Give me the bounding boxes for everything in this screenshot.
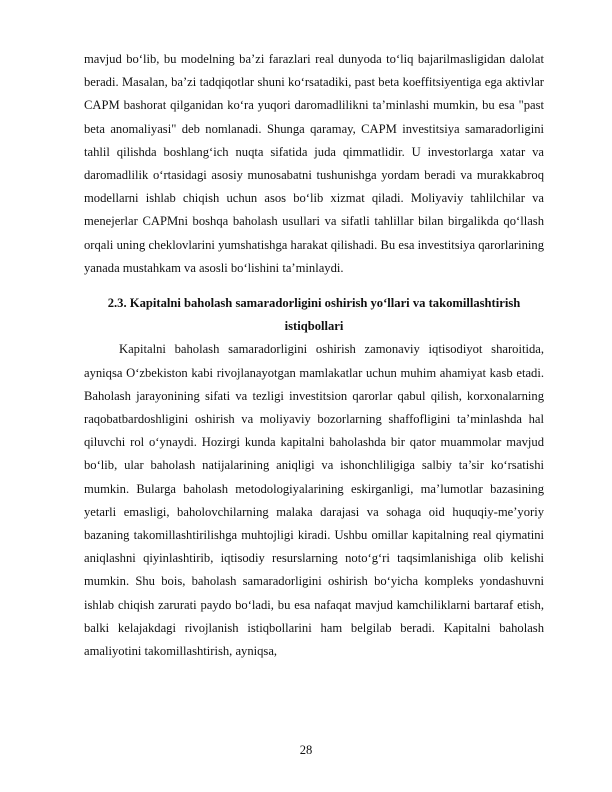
page-number: 28 [299, 743, 313, 757]
document-page [84, 48, 544, 663]
body-paragraph-2: Kapitalni baholash samaradorligini oshirish zamonaviy iqtisodiyot sharoitida, ayniqsa O‘zbekiston kabi rivojlanayotgan mamlakatlar uchun muhim ahamiyat kasb etadi. Baholash jarayonining sifati va tezligi investitsion qarorlar qabul qilish, korxonalarning raqobatbardoshligini oshirish va moliyaviy bozorlarning shaffofligini ta’minlashda hal qiluvchi rol o‘ynaydi. Hozirgi kunda kapitalni baholashda bir qator muammolar mavjud bo‘lib, ular baholash natijalarining aniqligi va ishonchliligiga salbiy ta’sir ko‘rsatishi mumkin. Bularga baholash metodologiyalarining eskirganligi, ma’lumotlar bazasining yetarli emasligi, baholovchilarning malaka darajasi va sohaga oid huquqiy-meʼyoriy bazaning takomillashtirilishga muhtojligi kiradi. Ushbu omillar kapitalning real qiymatini aniqlashni qiyinlashtirib, iqtisodiy resurslarning noto‘g‘ri taqsimlanishiga olib kelishi mumkin. Shu bois, baholash samaradorligini oshirish bo‘yicha kompleks yondashuvni ishlab chiqish zarurati paydo bo‘ladi, bu esa nafaqat mavjud kamchiliklarni bartaraf etish, balki kelajakdagi rivojlanish istiqbollarini ham belgilab beradi. Kapitalni baholash amaliyotini takomillashtirish, ayniqsa, [84, 342, 544, 659]
section-heading: 2.3. Kapitalni baholash samaradorligini oshirish yo‘llari va takomillashtirish istiqbollari [107, 296, 521, 334]
body-paragraph-1: mavjud boʻlib, bu modelning baʼzi farazlari real dunyoda toʻliq bajarilmasligidan dalolat beradi. Masalan, baʼzi tadqiqotlar shuni koʻrsatadiki, past beta koeffitsiyentiga ega aktivlar CAPM bashorat qilganidan koʻra yuqori daromadlilikni taʼminlashi mumkin, bu esa "past beta anomaliyasi" deb nomlanadi. Shunga qaramay, CAPM investitsiya samaradorligini tahlil qilishda boshlangʻich nuqta sifatida juda qimmatlidir. U investorlarga xatar va daromadlilik oʻrtasidagi asosiy munosabatni tushunishga yordam beradi va murakkabroq modellarni ishlab chiqish uchun asos boʻlib xizmat qiladi. Moliyaviy tahlilchilar va menejerlar CAPMni boshqa baholash usullari va sifatli tahlillar bilan birgalikda qoʻllash orqali uning cheklovlarini yumshatishga harakat qilishadi. Bu esa investitsiya qarorlarining yanada mustahkam va asosli boʻlishini taʼminlaydi. [84, 52, 544, 275]
